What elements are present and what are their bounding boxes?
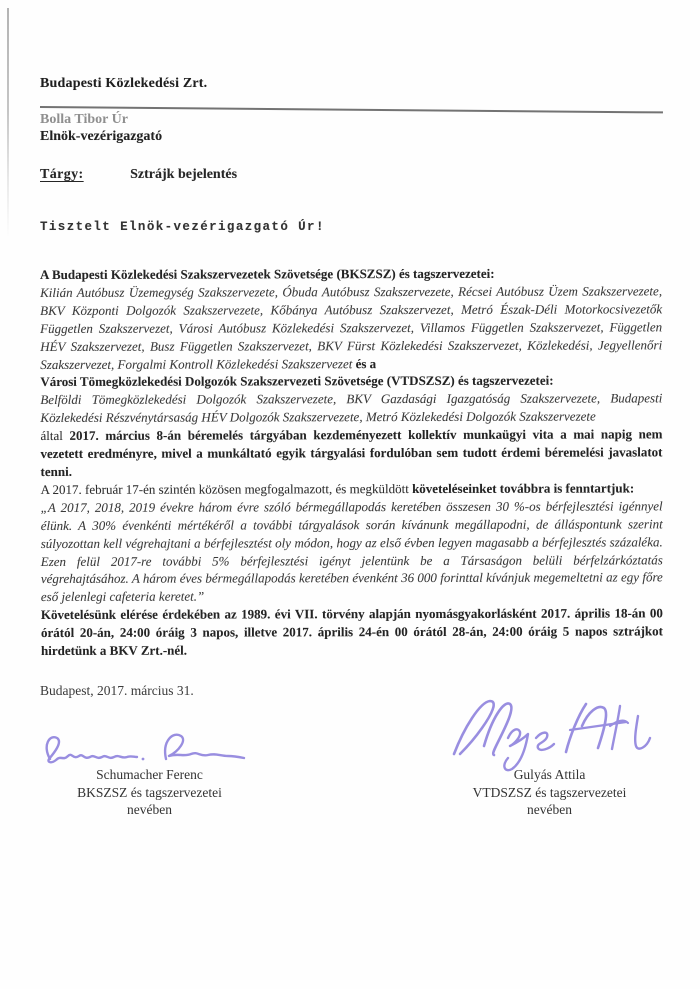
body-paragraph-strike-announcement [41,605,663,660]
signature-gulyas-attila [448,694,653,776]
body-paragraph-federation2-members [40,390,662,427]
header-rule [40,106,663,113]
signer-right-org: VTDSZSZ és tagszervezetei [472,784,627,800]
body-paragraph-quote [41,497,663,606]
federation2-header-text: Városi Tömegközlekedési Dolgozók Szakszervezeti Szövetsége (VTDSZSZ) és tagszervezetei: [40,373,554,390]
demands-intro-text: A 2017. február 17-én szintén közösen megfogalmazott, és megküldött [40,480,413,497]
demands-bold-text: követeléseinket továbbra is fenntartjuk: [412,480,635,496]
subject-label: Tárgy: [40,167,84,182]
letter-body [40,264,663,660]
date-line: Budapest, 2017. március 31. [40,683,194,698]
signer-right-suffix: nevében [527,802,572,817]
federation1-tail-text: és a [352,355,377,371]
signer-right-name: Gulyás Attila [513,767,586,782]
subject-row [40,167,540,183]
salutation: Tisztelt Elnök-vezérigazgató Úr! [40,220,325,234]
dispute-bold-text: 2017. március 8-án béremelés tárgyában kezdeményezett kollektív munkaügyi vita a mai napig nem vezetett eredményre, mivel a munkáltató egyik tárgyalási fordulóban sem tudott érdemi béremelési javaslatot tenni. [40,426,663,479]
federation1-members-text: Kilián Autóbusz Üzemegység Szakszervezete, Óbuda Autóbusz Szakszervezete, Récsei Autóbusz Üzem Szakszervezete, BKV Központi Dolgozók Szakszervezete, Kőbánya Autóbusz Szakszervezet, Metró Észak-Déli Motorkocsivezetők Független Szakszervezet, Városi Autóbusz Közlekedési Szakszervezet, Villamos Független Szakszervezet, Független HÉV Szakszervezet, Busz Független Szakszervezet, BKV Fürst Közlekedési Szakszervezet, Közlekedési, Jegyellenőri Szakszervezet, Forgalmi Kontroll Közlekedési Szakszervezet [40,283,663,372]
signer-left-name: Schumacher Ferenc [96,767,203,782]
body-paragraph-demands [41,479,663,499]
body-paragraph-dispute [40,426,662,481]
federation1-header-text: A Budapesti Közlekedési Szakszervezetek Szövetsége (BKSZSZ) és tagszervezetei: [40,265,495,282]
body-paragraph-federation1-header [40,264,662,284]
body-paragraph-federation1-members [40,282,662,373]
federation2-members-text: Belföldi Tömegközlekedési Dolgozók Szakszervezete, BKV Gazdasági Igazgatóság Szakszervezete, Budapesti Közlekedési Részvénytársaság HÉV Dolgozók Szakszervezete, Metró Közlekedési Dolgozók Szakszervezete [40,390,663,426]
subject-value: Sztrájk bejelentés [130,167,238,182]
signer-left-org: BKSZSZ és tagszervezetei [77,784,222,800]
signature-block-right [432,766,667,819]
quote-text: „A 2017, 2018, 2019 évekre három évre szóló bérmegállapodás keretében összesen 30 %-os bérfejlesztési igénnyel élünk. A 30% évenkénti mértékéről a további tárgyalások során kívánunk megállapodni, de álláspontunk szerint súlyozottan kell végrehajtani a bérfejlesztést oly módon, hogy az első évben legyen magasabb a bérfejlesztés százaléka. Ezen felül 2017-re további 5% bérfejlesztési igényt jelentünk be a Társaságon belüli bérfelzárkóztatás végrehajtásához. A három éves bérmegállapodás keretében évenként 36 000 forinttal kívánjuk megemeltetni az egy főre eső jelenlegi cafeteria keretet.” [40,498,663,605]
body-paragraph-federation2-header [40,372,662,392]
company-name: Budapesti Közlekedési Zrt. [40,76,208,91]
letterhead [40,76,665,92]
signature-block-left [32,766,267,819]
recipient-name: Bolla Tibor Úr [40,112,128,127]
dispute-intro-text: által [40,428,70,444]
strike-announcement-text: Követelésünk elérése érdekében az 1989. évi VII. törvény alapján nyomásgyakorlásként 2017. április 18-án 00 órától 20-án, 24:00 óráig 3 napos, illetve 2017. április 24-én 00 órától 28-án, 24:00 óráig 5 napos sztrájkot hirdetünk a BKV Zrt.-nél. [40,605,663,659]
scan-edge-artifact [7,8,9,238]
recipient-title: Elnök-vezérigazgató [40,129,163,144]
signer-left-suffix: nevében [127,802,172,817]
